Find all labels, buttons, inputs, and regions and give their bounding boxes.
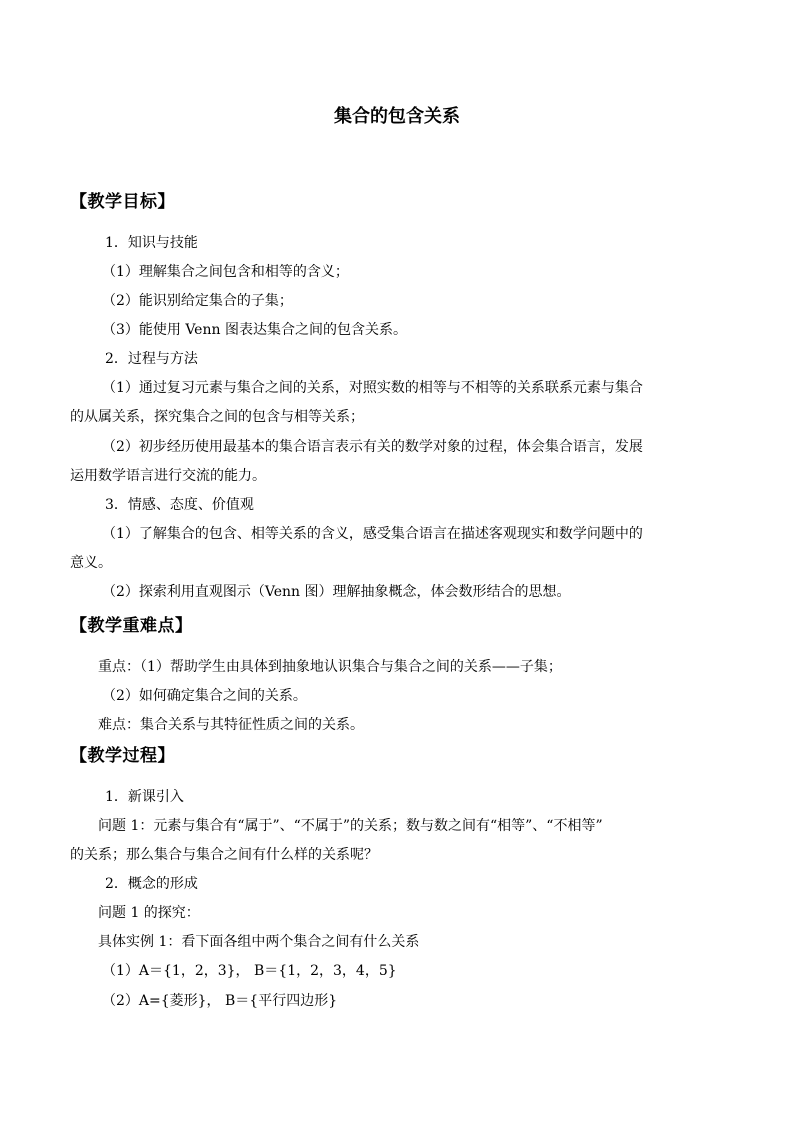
section-heading-teaching-process: 【教学过程】 [70,746,175,766]
key-point-line-2: （2）如何确定集合之间的关系。 [102,688,307,704]
process-line-1: 1．新课引入 [105,789,184,805]
goal-line-7: 的从属关系，探究集合之间的包含与相等关系； [70,409,364,425]
process-line-5: 问题 1 的探究： [98,905,200,921]
goal-line-13: （2）探索利用直观图示（Venn 图）理解抽象概念，体会数形结合的思想。 [102,584,571,600]
goal-line-12: 意义。 [70,555,112,571]
document-title: 集合的包含关系 [334,106,460,127]
goal-line-10: 3．情感、态度、价值观 [105,497,254,513]
process-line-6: 具体实例 1：看下面各组中两个集合之间有什么关系 [98,934,420,950]
goal-line-2: （1）理解集合之间包含和相等的含义； [102,264,349,280]
process-line-7: （1）A＝{1，2，3}， B＝{1，2，3，4，5} [102,963,397,979]
process-line-2: 问题 1：元素与集合有“属于”、“不属于”的关系；数与数之间有“相等”、“不相等” [98,818,603,834]
goal-line-3: （2）能识别给定集合的子集； [102,293,293,309]
goal-line-9: 运用数学语言进行交流的能力。 [70,468,266,484]
goal-line-5: 2．过程与方法 [105,351,198,367]
process-line-8: （2）A={菱形}， B＝{平行四边形} [102,993,338,1009]
process-line-4: 2．概念的形成 [105,876,198,892]
process-line-3: 的关系；那么集合与集合之间有什么样的关系呢？ [70,847,378,863]
section-heading-teaching-goals: 【教学目标】 [70,192,175,212]
goal-line-4: （3）能使用 Venn 图表达集合之间的包含关系。 [102,322,407,338]
goal-line-8: （2）初步经历使用最基本的集合语言表示有关的数学对象的过程，体会集合语言，发展 [102,439,643,455]
goal-line-11: （1）了解集合的包含、相等关系的含义，感受集合语言在描述客观现实和数学问题中的 [102,526,643,542]
section-heading-key-points: 【教学重难点】 [70,616,193,636]
key-point-line-3: 难点：集合关系与其特征性质之间的关系。 [98,717,364,733]
goal-line-1: 1．知识与技能 [105,235,198,251]
key-point-line-1: 重点：（1）帮助学生由具体到抽象地认识集合与集合之间的关系——子集； [98,659,562,675]
goal-line-6: （1）通过复习元素与集合之间的关系，对照实数的相等与不相等的关系联系元素与集合 [102,380,643,396]
